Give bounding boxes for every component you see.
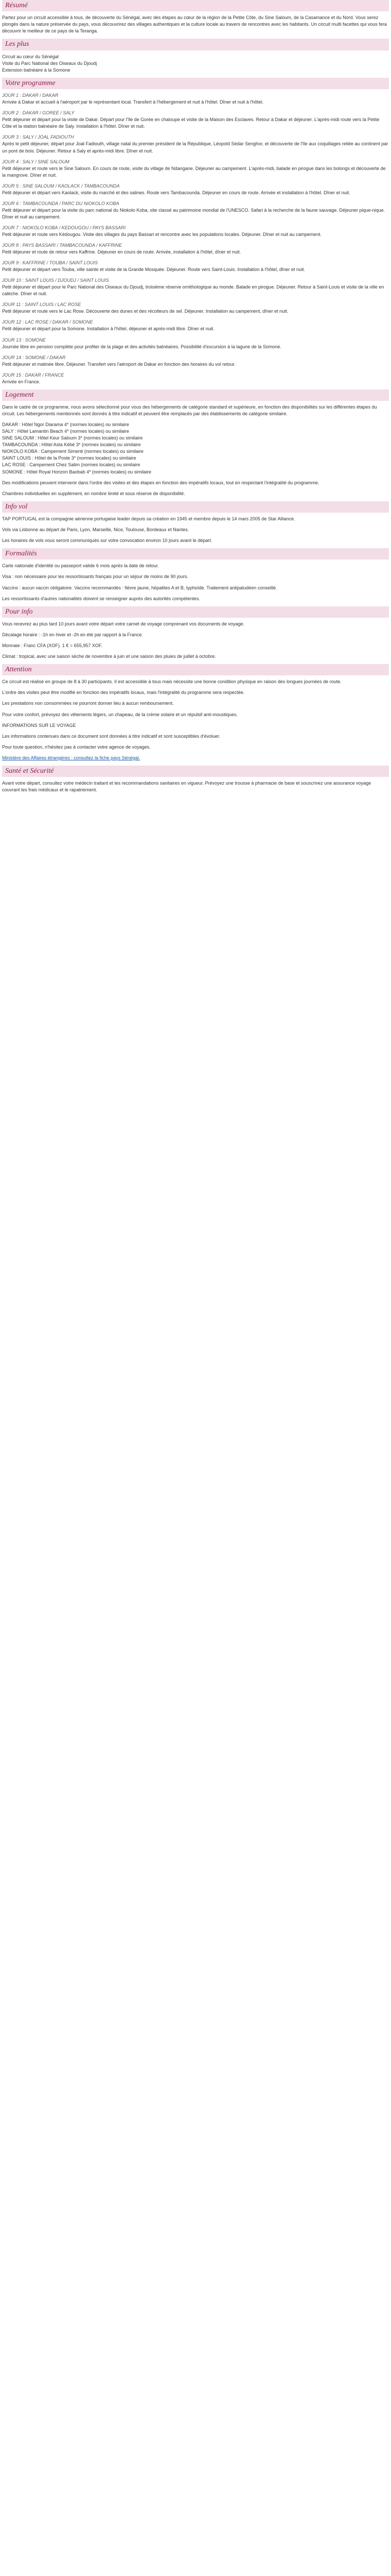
program-day-text: Arrivée en France. [2,379,41,384]
resume-text: Partez pour un circuit accessible à tous, de découverte du Sénégal, avec des étapes au cœur de la région de la Petite Côte, du Sine Saloum, de la Casamance et du Nord. Vous serez plongés dans la nature préservée du pays, vous découvrirez des villages authentiques et la culture locale au travers de rencontres avec les habitants. Un circuit multi facettes qui vous fera découvrir le meilleur de ce pays de la Teranga. [2,15,387,34]
program-day-title: JOUR 15 : DAKAR / FRANCE [2,372,64,378]
program-day-title: JOUR 14 : SOMONE / DAKAR [2,354,66,360]
program-day-text: Après le petit déjeuner, départ pour Joal Fadiouth, village natal du premier président de la République, Léopold Sédar Senghor, et découverte de l'île aux coquillages reliée au continent par un pont de bois. Déjeuner. Retour à Saly et après-midi libre. Dîner et nuit. [2,141,388,154]
attention-info-title: INFORMATIONS SUR LE VOYAGE [2,722,76,728]
info-routes: Vols via Lisbonne au départ de Paris, Lyon, Marseille, Nice, Toulouse, Bordeaux et Nantes. [2,527,189,533]
pour-info-time: Décalage horaire : -1h en hiver et -2h en été par rapport à la France. [2,632,143,637]
attention-info-text: Les informations contenues dans ce document sont données à titre indicatif et sont susceptibles d'évoluer. [2,733,220,739]
program-day-text: Petit déjeuner et départ vers Kaolack, visite du marché et des salines. Route vers Tambacounda. Déjeuner en cours de route. Arrivée et installation à l'hôtel. Dîner et nuit. [2,190,350,195]
logement-intro: Dans le cadre de ce programme, nous avons sélectionné pour vous des hébergements de catégorie standard et supérieure, en fonction des disponibilités sur les différentes étapes du circuit. Les hébergements mentionnés sont donnés à titre indicatif et peuvent être remplacés par des établissements de catégorie similaire. [2,404,377,417]
hotel-item: SALY : Hôtel Lamantin Beach 4* (normes locales) ou similaire [2,429,129,434]
program-day-title: JOUR 5 : SINE SALOUM / KAOLACK / TAMBACOUNDA [2,183,120,189]
program-day-text: Petit déjeuner et route vers le Lac Rose. Découverte des dunes et des récolteurs de sel. Déjeuner. Installation au campement, dîner et nuit. [2,309,288,314]
program-day-title: JOUR 7 : NIOKOLO KOBA / KEDOUGOU / PAYS BASSARI [2,225,126,230]
logement-note: Des modifications peuvent intervenir dans l'ordre des visites et des étapes en fonction des impératifs locaux, tout en respectant l'intégralité du programme. [2,480,319,485]
hotel-item: SOMONE : Hôtel Royal Horizon Baobab 4* (normes locales) ou similaire [2,469,152,474]
program-day-title: JOUR 2 : DAKAR / GOREE / SALY [2,110,75,116]
program-day-text: Petit déjeuner et départ pour la Somone. Installation à l'hôtel, déjeuner et après-midi libre. Dîner et nuit. [2,326,215,332]
section-title-les-plus: Les plus [2,39,389,50]
program-day [2,242,389,256]
section-title-resume: Résumé [2,0,389,11]
program-day-title: JOUR 3 : SALY / JOAL FADIOUTH [2,134,74,140]
hotel-item: SINE SALOUM : Hôtel Keur Saloum 3* (normes locales) ou similaire [2,435,143,441]
program-day-title: JOUR 11 : SAINT LOUIS / LAC ROSE [2,302,81,308]
hotel-item: DAKAR : Hôtel Ngor Diarama 4* (normes locales) ou similaire [2,422,129,428]
program-day [2,277,389,297]
hotel-item: TAMBACOUNDA : Hôtel Asta Kébé 3* (normes locales) ou similaire [2,442,141,448]
section-title-sante: Santé et Sécurité [2,766,389,777]
program-day-title: JOUR 10 : SAINT LOUIS / DJOUDJ / SAINT LOUIS [2,278,109,283]
pour-info-climate: Climat : tropical, avec une saison sèche de novembre à juin et une saison des pluies de juillet à octobre. [2,654,216,659]
program-day-text: Petit déjeuner et départ vers Touba, ville sainte et visite de la Grande Mosquée. Déjeuner. Route vers Saint-Louis. Installation à l'hôtel, dîner et nuit. [2,267,305,273]
program-day-text: Petit déjeuner et départ pour le Parc National des Oiseaux du Djoudj, troisième réserve ornithologique au monde. Balade en pirogue. Déjeuner. Retour à Saint-Louis et visite de la ville en calèche. Dîner et nuit. [2,284,384,297]
attention-refund: Les prestations non consommées ne pourront donner lieu à aucun remboursement. [2,701,174,706]
program-day-title: JOUR 13 : SOMONE [2,337,46,343]
program-day [2,134,389,154]
program-day-title: JOUR 4 : SALY / SINE SALOUM [2,159,70,164]
program-day-text: Petit déjeuner et route vers le Sine Saloum. En cours de route, visite du village de Ndangane. Déjeuner au campement. L'après-midi, balade en pirogue dans les bolongs et découverte de la mangrove. Dîner et nuit. [2,165,386,178]
program-day [2,183,389,196]
ministry-link[interactable]: Ministère des Affaires étrangères : consultez la fiche pays Sénégal. [2,755,140,760]
program-day-title: JOUR 8 : PAYS BASSARI / TAMBACOUNDA / KAFFRINE [2,243,122,248]
program-day [2,372,389,385]
hotel-item: NIOKOLO KOBA : Campement Simenti (normes locales) ou similaire [2,449,144,454]
program-day [2,319,389,332]
program-day [2,200,389,221]
program-day [2,92,389,106]
program-day-title: JOUR 6 : TAMBACOUNDA / PARC DU NIOKOLO KOBA [2,200,119,206]
program-day-text: Petit déjeuner et départ pour la visite de Dakar. Départ pour l'île de Gorée en chaloupe et visite de la Maison des Esclaves. Retour à Dakar et déjeuner. L'après-midi route vers la Petite Côte et la station balnéaire de Saly. Installation à l'hôtel. Dîner et nuit. [2,117,380,129]
program-day-text: Petit déjeuner et départ pour la visite du parc national du Niokolo Koba, site classé au patrimoine mondial de l'UNESCO. Safari à la recherche de la faune sauvage. Déjeuner pique-nique. Dîner et nuit au campement. [2,207,385,219]
logement-single: Chambres individuelles en supplément, en nombre limité et sous réserve de disponibilité. [2,490,185,496]
formalites-id: Carte nationale d'identité ou passeport valide 6 mois après la date de retour. [2,563,159,569]
formalites-other: Les ressortissants d'autres nationalités doivent se renseigner auprès des autorités compétentes. [2,596,200,601]
attention-group: Ce circuit est réalisé en groupe de 8 à 30 participants. Il est accessible à tous mais nécessite une bonne condition physique en raison des longues journées de route. [2,679,341,685]
attention-order: L'ordre des visites peut être modifié en fonction des impératifs locaux, mais l'intégralité du programme sera respectée. [2,690,245,696]
program-day-title: JOUR 9 : KAFFRINE / TOUBA / SAINT LOUIS [2,260,98,266]
formalites-vaccins: Vaccins : aucun vaccin obligatoire. Vaccins recommandés : fièvre jaune, hépatites A et B, typhoïde. Traitement antipaludéen conseillé. [2,585,277,590]
section-title-programme: Votre programme [2,78,389,89]
program-day [2,337,389,350]
logement-list [2,421,389,475]
les-plus-item: Visite du Parc National des Oiseaux du Djoudj [2,60,97,66]
section-title-attention: Attention [2,664,389,675]
program-day [2,110,389,130]
program-day-text: Petit déjeuner et route de retour vers Kaffrine. Déjeuner en cours de route. Arrivée, installation à l'hôtel, dîner et nuit. [2,249,241,255]
program-day-text: Petit déjeuner et matinée libre. Déjeuner. Transfert vers l'aéroport de Dakar en fonction des horaires du vol retour. [2,361,236,367]
program-day [2,159,389,179]
attention-contact: Pour toute question, n'hésitez pas à contacter votre agence de voyages. [2,744,151,750]
section-title-info-vol: Info vol [2,501,389,513]
program-day [2,354,389,368]
section-title-formalites: Formalités [2,548,389,560]
program-day-text: Journée libre en pension complète pour profiter de la plage et des activités balnéaires. Possibilité d'excursion à la lagune de la Somone. [2,344,282,349]
les-plus-item: Extension balnéaire à la Somone [2,67,71,73]
info-airline: TAP PORTUGAL est la compagnie aérienne portugaise leader depuis sa création en 1945 et membre depuis le 14 mars 2005 de Star Alliance. [2,516,295,521]
pour-info-money: Monnaie : Franc CFA (XOF). 1 € = 655,957 XOF. [2,642,103,648]
program-day [2,301,389,315]
program-day-title: JOUR 1 : DAKAR / DAKAR [2,93,59,98]
program-day-text: Arrivée à Dakar et accueil à l'aéroport par le représentant local. Transfert à l'hébergement et nuit à l'hôtel. Dîner et nuit à l'hôtel. [2,99,264,105]
program-day [2,225,389,238]
hotel-item: LAC ROSE : Campement Chez Salim (normes locales) ou similaire [2,462,140,468]
attention-pack: Pour votre confort, prévoyez des vêtements légers, un chapeau, de la crème solaire et un répulsif anti-moustiques. [2,711,238,717]
program-day [2,260,389,273]
program-day-text: Petit déjeuner et route vers Kédougou. Visite des villages du pays Bassari et rencontre avec les populations locales. Déjeuner. Dîner et nuit au campement. [2,231,322,237]
section-title-pour-info: Pour info [2,606,389,618]
info-schedule: Les horaires de vols vous seront communiqués sur votre convocation environ 10 jours avant le départ. [2,538,213,544]
programme-days [2,92,389,385]
program-day-title: JOUR 12 : LAC ROSE / DAKAR / SOMONE [2,319,93,325]
page [0,0,391,804]
sante-text: Avant votre départ, consultez votre médecin traitant et les recommandations sanitaires en vigueur. Prévoyez une trousse à pharmacie de base et souscrivez une assurance voyage couvrant les frais médicaux et le rapatriement. [2,781,371,793]
les-plus-item: Circuit au cœur du Sénégal [2,54,59,59]
pour-info-docs: Vous recevrez au plus tard 10 jours avant votre départ votre carnet de voyage comprenant vos documents de voyage. [2,621,245,626]
section-title-logement: Logement [2,389,389,401]
les-plus-list [2,54,389,74]
hotel-item: SAINT LOUIS : Hôtel de la Poste 3* (normes locales) ou similaire [2,455,136,461]
formalites-visa: Visa : non nécessaire pour les ressortissants français pour un séjour de moins de 90 jours. [2,574,189,580]
